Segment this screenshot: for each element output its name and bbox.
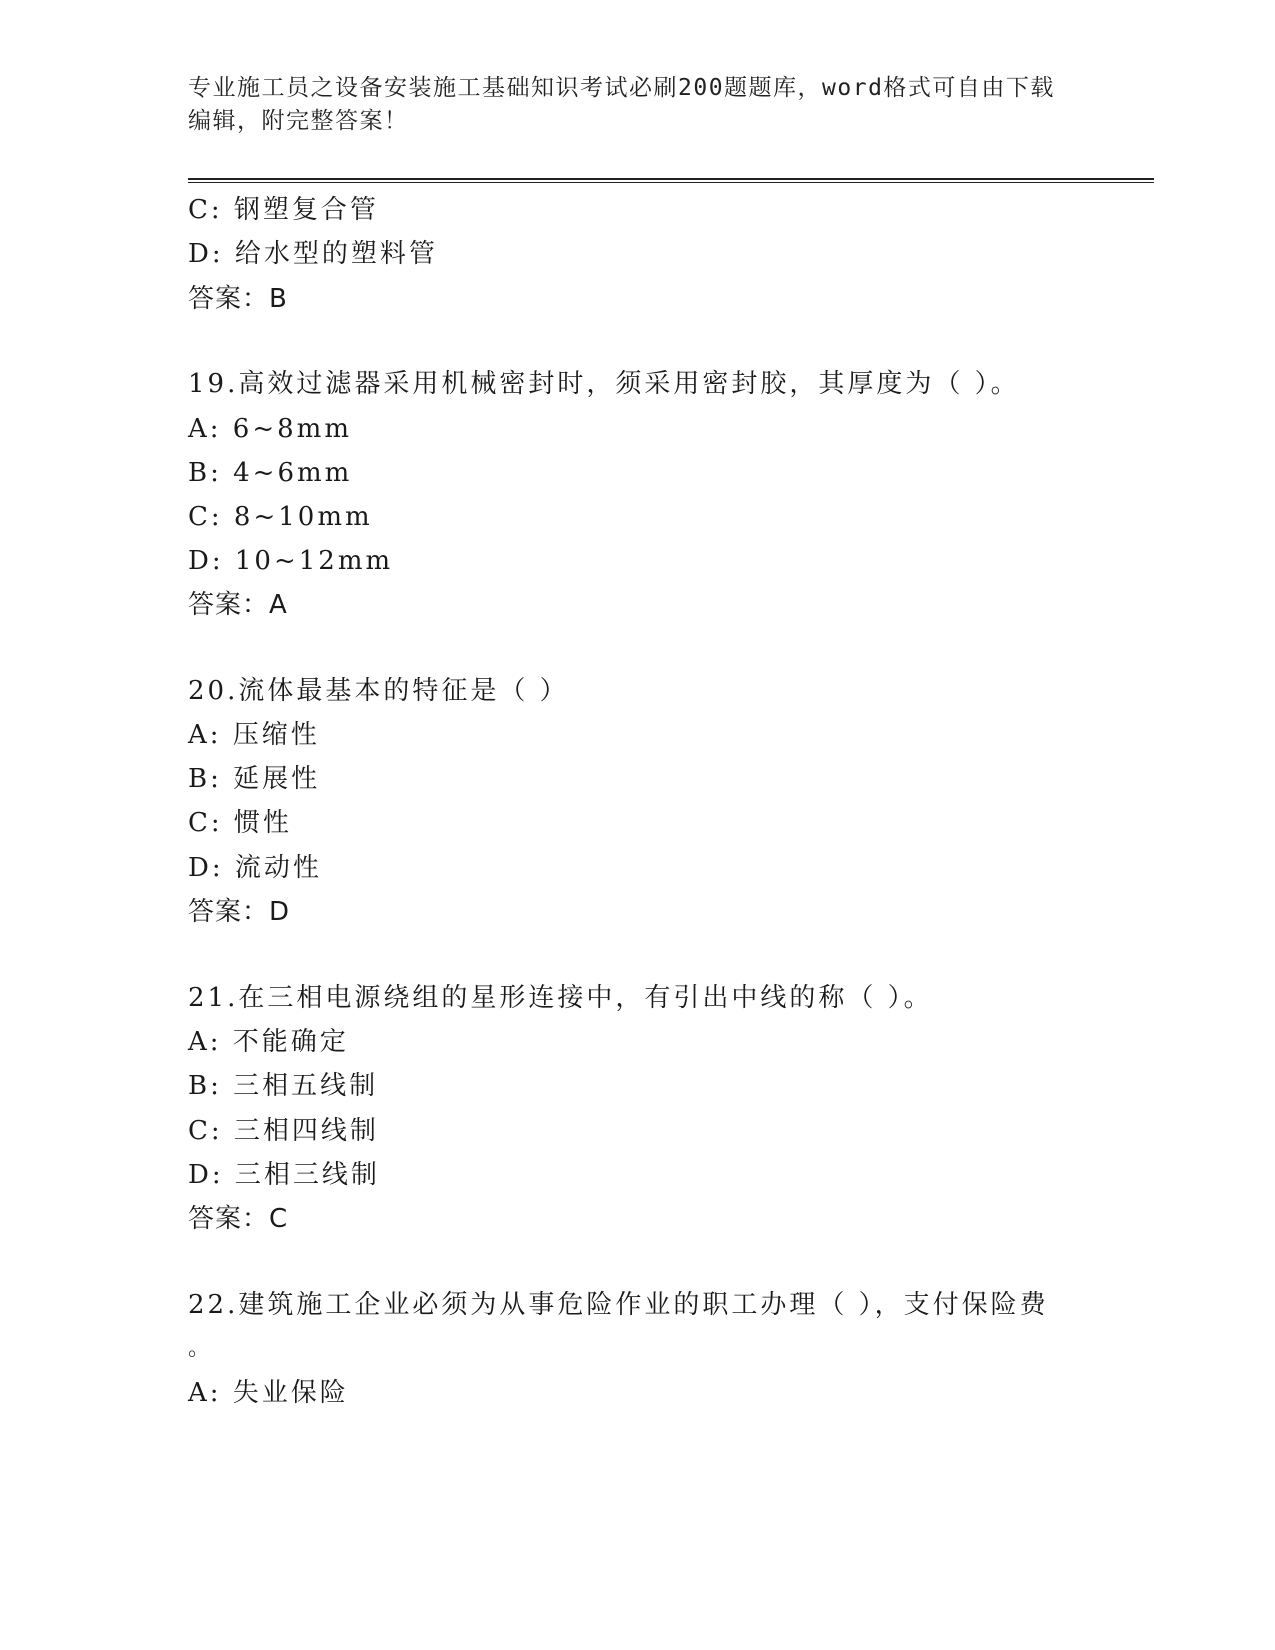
question-22-stem-continuation: 。 xyxy=(188,1336,214,1361)
question-20-option-b: B: 延展性 xyxy=(188,764,321,794)
question-20-option-a: A: 压缩性 xyxy=(188,720,320,750)
option-c: C: 钢塑复合管 xyxy=(188,195,379,225)
question-21-option-a: A: 不能确定 xyxy=(188,1027,349,1057)
header-line-1: 专业施工员之设备安装施工基础知识考试必刷200题题库，word格式可自由下载 xyxy=(188,75,1055,101)
question-21-answer: 答案：C xyxy=(188,1204,289,1234)
header-line-2: 编辑，附完整答案！ xyxy=(188,108,409,134)
question-19-option-a: A: 6~8mm xyxy=(188,414,352,444)
question-20-option-d: D: 流动性 xyxy=(188,853,322,883)
question-21-option-d: D: 三相三线制 xyxy=(188,1160,380,1190)
question-21-stem: 21.在三相电源绕组的星形连接中，有引出中线的称（ ）。 xyxy=(188,983,933,1013)
question-20-stem: 20.流体最基本的特征是（ ） xyxy=(188,676,569,706)
question-20-option-c: C: 惯性 xyxy=(188,808,292,838)
question-22-stem: 22.建筑施工企业必须为从事危险作业的职工办理（ ），支付保险费 xyxy=(188,1290,1049,1320)
answer-line: 答案：B xyxy=(188,284,288,314)
option-d: D: 给水型的塑料管 xyxy=(188,239,438,269)
question-21-option-b: B: 三相五线制 xyxy=(188,1071,379,1101)
header-divider xyxy=(188,178,1154,183)
question-21-option-c: C: 三相四线制 xyxy=(188,1116,379,1146)
page-header xyxy=(188,72,1088,138)
question-19-option-c: C: 8~10mm xyxy=(188,502,373,532)
question-19-answer: 答案：A xyxy=(188,590,288,620)
question-19-stem: 19.高效过滤器采用机械密封时，须采用密封胶，其厚度为（ ）。 xyxy=(188,369,1020,399)
question-19-option-d: D: 10~12mm xyxy=(188,546,394,576)
question-20-answer: 答案：D xyxy=(188,897,291,927)
question-19-option-b: B: 4~6mm xyxy=(188,458,353,488)
question-22-option-a: A: 失业保险 xyxy=(188,1378,349,1408)
